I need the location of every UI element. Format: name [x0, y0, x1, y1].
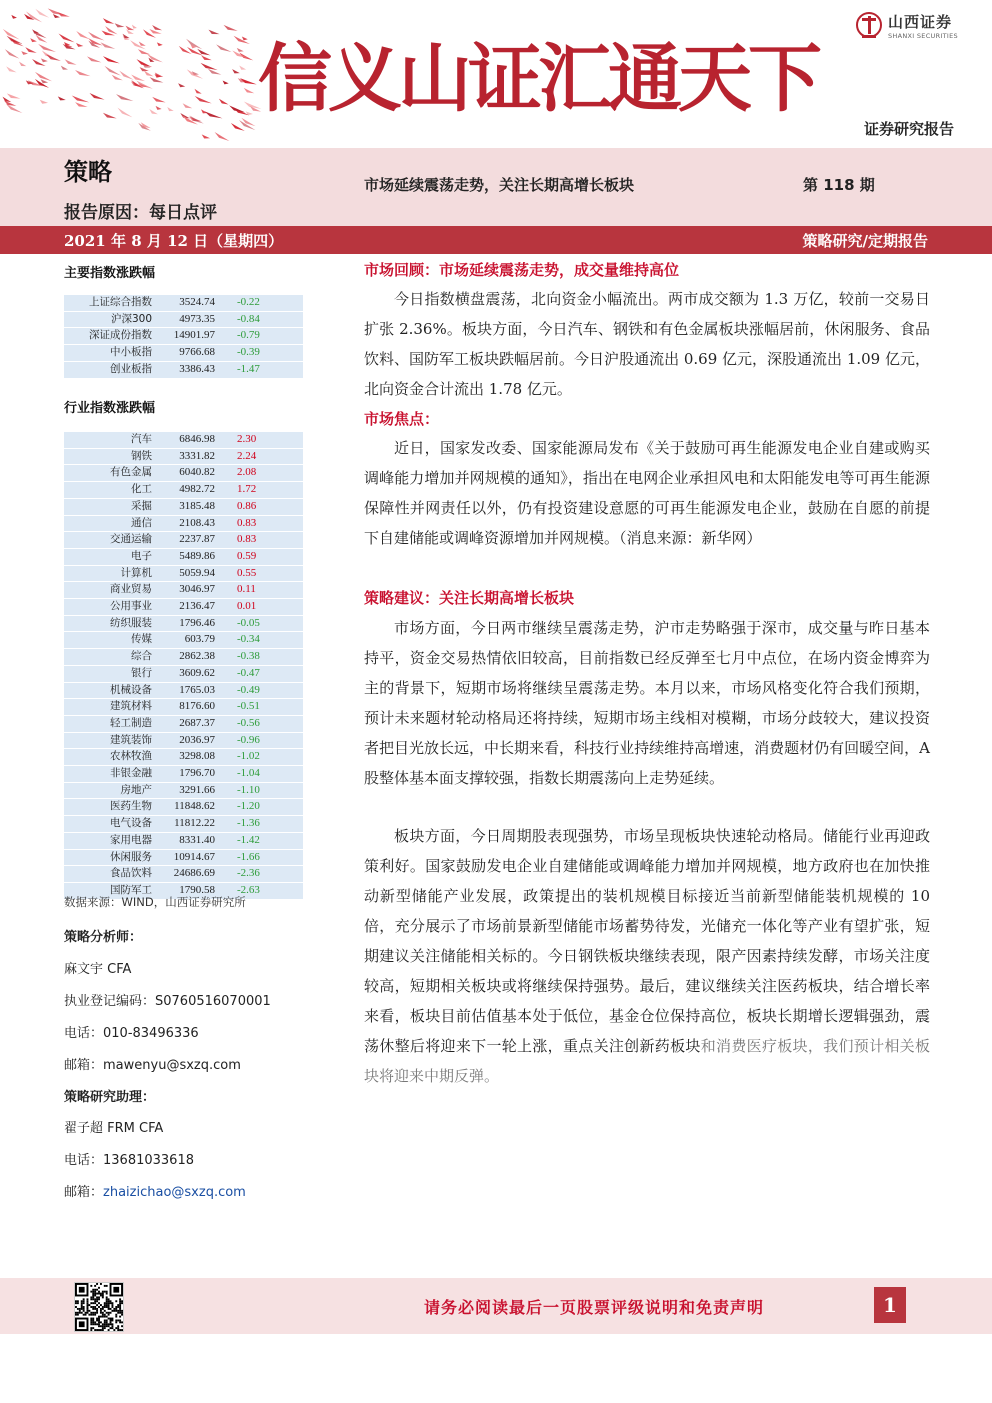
index-name: 深证成份指数: [89, 329, 152, 342]
confetti-shard: [144, 70, 154, 76]
index-value: 6846.98: [179, 433, 215, 445]
analyst-phone: 电话：010-83496336: [64, 1026, 199, 1041]
index-name: 建筑装饰: [110, 733, 152, 746]
qr-code-icon: [74, 1282, 124, 1332]
confetti-shard: [244, 88, 255, 93]
index-name: 非银金融: [110, 767, 152, 780]
main-index-table: [64, 295, 303, 379]
confetti-shard: [87, 56, 101, 62]
index-name: 纺织服装: [110, 616, 152, 629]
confetti-shard: [104, 66, 121, 76]
index-value: 11812.22: [174, 817, 215, 830]
table-row: [64, 782, 303, 799]
strategy-advice-paragraph-2: [364, 821, 930, 1091]
report-type: 证券研究报告: [864, 120, 955, 138]
table-row: [64, 448, 303, 465]
confetti-shard: [100, 42, 115, 49]
confetti-shard: [132, 25, 137, 29]
confetti-shard: [21, 51, 28, 55]
index-name: 公用事业: [110, 600, 152, 613]
table-row: [64, 548, 303, 565]
index-change: 0.55: [237, 566, 257, 579]
index-change: 0.11: [237, 583, 256, 596]
confetti-shard: [202, 134, 210, 138]
index-value: 8176.60: [179, 700, 215, 713]
assistant-email-label: 邮箱：: [64, 1185, 104, 1200]
index-change: -1.20: [237, 800, 260, 813]
confetti-shard: [88, 32, 104, 41]
confetti-shard: [157, 42, 163, 46]
index-change: -0.05: [237, 616, 260, 629]
confetti-shard: [38, 44, 56, 52]
confetti-shard: [116, 94, 133, 101]
index-change: -1.36: [237, 817, 260, 830]
confetti-shard: [48, 8, 67, 15]
table-row: [64, 532, 303, 549]
confetti-shard: [152, 25, 162, 30]
report-date: 2021 年 8 月 12 日（星期四）: [64, 232, 284, 250]
index-name: 农林牧渔: [110, 750, 152, 763]
confetti-shard: [147, 54, 163, 63]
table-row: [64, 361, 303, 378]
confetti-shard: [215, 132, 230, 141]
table-row: [64, 749, 303, 766]
analyst-name: 麻文宇 CFA: [64, 962, 132, 977]
index-change: 0.59: [237, 549, 257, 562]
confetti-shard: [232, 51, 248, 59]
confetti-shard: [6, 66, 16, 72]
table-row: [64, 465, 303, 482]
assistant-heading: 策略研究助理：: [64, 1090, 156, 1105]
index-name: 中小板指: [110, 346, 152, 359]
index-change: -1.47: [237, 362, 260, 375]
index-change: 2.30: [237, 433, 257, 445]
confetti-shard: [167, 107, 173, 111]
index-value: 24686.69: [173, 867, 215, 880]
index-change: 0.83: [237, 516, 257, 529]
confetti-shard: [136, 80, 152, 88]
index-change: -0.56: [237, 716, 260, 729]
confetti-shard: [224, 25, 238, 31]
confetti-shard: [19, 62, 26, 67]
confetti-shard: [103, 113, 117, 119]
index-name: 化工: [131, 483, 152, 496]
index-name: 电气设备: [110, 817, 152, 830]
index-name: 机械设备: [110, 683, 152, 696]
analyst-heading: 策略分析师：: [64, 930, 143, 945]
index-value: 3046.97: [179, 583, 215, 596]
confetti-shard: [72, 95, 90, 102]
index-name: 医药生物: [110, 800, 152, 813]
index-value: 5489.86: [179, 549, 215, 562]
index-change: -1.10: [237, 783, 260, 796]
index-value: 2108.43: [179, 516, 215, 529]
index-name: 建筑材料: [110, 700, 152, 713]
index-value: 1765.03: [179, 683, 215, 696]
table-row: [64, 328, 303, 345]
confetti-shard: [223, 81, 229, 85]
index-value: 14901.97: [173, 329, 215, 342]
confetti-shard: [232, 69, 240, 73]
confetti-shard: [149, 109, 158, 114]
table-row: [64, 649, 303, 666]
index-change: -0.49: [237, 683, 260, 696]
index-value: 11848.62: [174, 800, 215, 813]
brand-name-en: SHANXI SECURITIES: [888, 31, 958, 40]
analyst-email-row: [64, 1054, 241, 1073]
advice-paragraph-2-tail: 和消费医疗板块，我们预计相关板块将迎来中期反弹。: [364, 1037, 930, 1085]
strategy-advice-heading: 策略建议：关注长期高增长板块: [364, 589, 575, 607]
index-change: -0.38: [237, 650, 260, 663]
index-name: 创业板指: [110, 362, 152, 375]
confetti-shard: [11, 15, 17, 19]
data-source-note: 数据来源：WIND，山西证券研究所: [64, 895, 246, 909]
table-row: [64, 345, 303, 362]
table-row: [64, 715, 303, 732]
index-change: -1.02: [237, 750, 260, 763]
table-row: [64, 816, 303, 833]
confetti-shard: [183, 103, 193, 108]
confetti-shard: [195, 96, 212, 103]
confetti-shard: [61, 66, 68, 70]
index-name: 采掘: [131, 499, 152, 512]
index-value: 603.79: [184, 633, 215, 646]
index-value: 4982.72: [179, 483, 215, 496]
confetti-shard: [53, 14, 60, 18]
confetti-shard: [208, 30, 219, 34]
industry-index-table: [64, 432, 303, 900]
table-row: [64, 799, 303, 816]
index-name: 综合: [131, 650, 152, 663]
index-change: -1.66: [237, 850, 260, 863]
index-change: -0.79: [237, 329, 260, 342]
table-row: [64, 699, 303, 716]
table-row: [64, 766, 303, 783]
confetti-shard: [195, 89, 202, 94]
confetti-shard: [103, 18, 114, 24]
confetti-shard: [75, 102, 88, 107]
confetti-shard: [30, 38, 37, 42]
advice-paragraph-2-main: 板块方面，今日周期股表现强势，市场呈现板块快速轮动格局。储能行业再迎政策利好。国家鼓励发电企业自建储能或调峰能力增加并网规模，地方政府也在加快推动新型储能产业发展，政策提出的装机规模目标接近当前新型储能装机规模的 10 倍，充分展示了市场前景新型储能市场蓄势待发，光储充一体化等产业有望扩张，短期建议关注储能相关标的。今日钢铁板块继续表现，限产因素持续发酵，市场关注度较高，短期相关板块或将继续保持强势。最后，建议继续关注医药板块，结合增长率来看，板块目前估值基本处于低位，基金仓位保持高位，板块长期增长逻辑强劲，震荡休整后将迎来下一轮上涨，重点关注创新药板块: [364, 827, 930, 1055]
table-row: [64, 682, 303, 699]
index-change: -0.34: [237, 633, 260, 646]
index-name: 国防军工: [110, 883, 152, 896]
index-value: 3524.74: [179, 296, 215, 308]
confetti-shard: [90, 93, 105, 100]
confetti-shard: [131, 75, 145, 82]
index-value: 3386.43: [179, 362, 215, 375]
confetti-shard: [76, 43, 83, 47]
index-change: 2.08: [237, 466, 257, 479]
index-name: 计算机: [120, 566, 152, 579]
table-row: [64, 582, 303, 599]
index-name: 通信: [131, 516, 152, 529]
index-change: 2.24: [237, 449, 257, 462]
index-name: 上证综合指数: [89, 296, 152, 308]
issue-number: 第 118 期: [803, 176, 875, 194]
index-change: -0.84: [237, 312, 260, 325]
confetti-shard: [234, 36, 250, 44]
table-row: [64, 732, 303, 749]
brand-logo: [856, 10, 976, 40]
confetti-shard: [25, 47, 36, 53]
index-value: 3291.66: [179, 783, 215, 796]
confetti-shard: [237, 48, 244, 52]
table-row: [64, 849, 303, 866]
index-value: 2687.37: [179, 716, 215, 729]
index-value: 6040.82: [179, 466, 215, 479]
confetti-shard: [139, 42, 146, 46]
index-change: -1.42: [237, 833, 260, 846]
index-change: -0.96: [237, 733, 260, 746]
confetti-shard: [178, 83, 185, 87]
table-row: [64, 665, 303, 682]
disclaimer-notice: 请务必阅读最后一页股票评级说明和免责声明: [424, 1298, 765, 1317]
industry-index-heading: 行业指数涨跌幅: [64, 401, 156, 416]
confetti-shard: [152, 97, 165, 102]
market-review-paragraph: 今日指数横盘震荡，北向资金小幅流出。两市成交额为 1.3 万亿，较前一交易日扩张 2.36%。板块方面，今日汽车、钢铁和有色金属板块涨幅居前，休闲服务、食品饮料、国防军工板块跌幅居前。今日沪股通流出 0.69 亿元，深股通流出 1.09 亿元，北向资金合计流出 1.78 亿元。: [364, 290, 930, 398]
analyst-email[interactable]: mawenyu@sxzq.com: [103, 1058, 241, 1073]
confetti-shard: [35, 9, 49, 18]
table-row: [64, 565, 303, 582]
strategy-advice-paragraph-1: 市场方面，今日两市继续呈震荡走势，沪市走势略强于深市，成交量与昨日基本持平，资金交易热情依旧较高，目前指数已经反弹至七月中点位，在场内资金博弈为主的背景下，短期市场将继续呈震荡走势。本月以来，市场风格变化符合我们预期，预计未来题材轮动格局还将持续，短期市场主线相对模糊，市场分歧较大，建议投资者把目光放长远，中长期来看，科技行业持续维持高增速，消费题材仍有回暖空间，A 股整体基本面支撑较强，指数长期震荡向上走势延续。: [364, 619, 930, 787]
confetti-shard: [42, 51, 55, 59]
confetti-shard: [41, 58, 48, 62]
confetti-shard: [7, 93, 21, 98]
slogan: 信义山证汇通天下: [258, 36, 818, 122]
index-value: 3185.48: [179, 499, 215, 512]
report-reason: 报告原因：每日点评: [64, 203, 217, 223]
confetti-shard: [75, 70, 90, 76]
confetti-shard: [208, 69, 221, 75]
index-name: 交通运输: [110, 533, 152, 546]
index-change: 0.86: [237, 499, 257, 512]
analyst-email-label: 邮箱：: [64, 1058, 104, 1073]
confetti-shard: [35, 72, 52, 81]
index-value: 1790.58: [179, 883, 215, 896]
index-change: -1.04: [237, 767, 260, 780]
table-row: [64, 599, 303, 616]
index-value: 2036.97: [179, 733, 215, 746]
analyst-license: 执业登记编码：S0760516070001: [64, 994, 271, 1009]
confetti-shard: [156, 106, 162, 110]
index-change: -0.51: [237, 700, 260, 713]
confetti-shard: [3, 29, 20, 40]
index-value: 10914.67: [173, 850, 215, 863]
index-name: 银行: [131, 666, 152, 679]
index-name: 钢铁: [131, 449, 152, 462]
confetti-shard: [138, 49, 150, 54]
confetti-shard: [216, 44, 231, 52]
confetti-shard: [76, 31, 90, 39]
index-name: 休闲服务: [110, 850, 152, 863]
confetti-shard: [40, 100, 48, 104]
section-name: 策略: [64, 158, 112, 186]
index-value: 2136.47: [179, 600, 215, 613]
confetti-shard: [242, 36, 248, 40]
index-name: 电子: [131, 549, 152, 562]
table-row: [64, 498, 303, 515]
confetti-shard: [58, 96, 66, 100]
report-headline: 市场延续震荡走势，关注长期高增长板块: [364, 176, 635, 194]
index-value: 8331.40: [179, 833, 215, 846]
confetti-shard: [219, 99, 229, 105]
confetti-shard: [119, 71, 133, 80]
confetti-shard: [32, 29, 47, 38]
confetti-shard: [103, 56, 120, 63]
assistant-email[interactable]: zhaizichao@sxzq.com: [103, 1185, 246, 1200]
confetti-shard: [201, 63, 218, 70]
index-value: 2862.38: [179, 650, 215, 663]
confetti-decoration: [2, 8, 261, 141]
index-value: 1796.70: [179, 767, 215, 780]
confetti-shard: [112, 75, 123, 80]
table-row: [64, 632, 303, 649]
index-name: 有色金属: [110, 466, 152, 479]
brand-logo-icon: [856, 12, 882, 38]
report-category: 策略研究/定期报告: [802, 232, 928, 250]
confetti-shard: [115, 23, 125, 27]
index-name: 食品饮料: [110, 867, 152, 880]
index-value: 9766.68: [179, 346, 215, 359]
market-review-heading: 市场回顾：市场延续震荡走势，成交量维持高位: [364, 261, 680, 279]
confetti-shard: [5, 49, 20, 58]
index-name: 轻工制造: [110, 716, 152, 729]
index-value: 1796.46: [179, 616, 215, 629]
index-name: 沪深300: [110, 312, 152, 325]
index-value: 4973.35: [179, 312, 215, 325]
index-name: 商业贸易: [110, 583, 152, 596]
index-name: 房地产: [120, 783, 152, 796]
confetti-shard: [117, 108, 132, 118]
table-row: [64, 515, 303, 532]
index-change: -0.22: [237, 296, 260, 308]
index-change: -2.36: [237, 867, 260, 880]
index-change: -0.47: [237, 666, 260, 679]
table-row: [64, 295, 303, 311]
index-change: -0.39: [237, 346, 260, 359]
index-change: 0.01: [237, 600, 257, 613]
index-value: 3331.82: [179, 449, 215, 462]
index-change: -2.63: [237, 883, 260, 896]
confetti-shard: [2, 97, 11, 103]
table-row: [64, 482, 303, 499]
table-row: [64, 311, 303, 328]
index-change: 1.72: [237, 483, 257, 496]
index-name: 汽车: [131, 433, 152, 445]
confetti-shard: [204, 111, 222, 118]
confetti-shard: [4, 100, 16, 105]
index-value: 3298.08: [179, 750, 215, 763]
index-name: 传媒: [131, 633, 152, 646]
index-change: 0.83: [237, 533, 257, 546]
market-focus-heading: 市场焦点：: [364, 410, 440, 428]
header-banner: [0, 0, 992, 148]
assistant-phone: 电话：13681033618: [64, 1153, 194, 1168]
index-value: 2237.87: [179, 533, 215, 546]
market-focus-paragraph: 近日，国家发改委、国家能源局发布《关于鼓励可再生能源发电企业自建或购买调峰能力增加并网规模的通知》，指出在电网企业承担风电和太阳能发电等可再生能源保障性并网责任以外，仍有投资建设意愿的可再生能源发电企业，鼓励在自愿的前提下自建储能或调峰资源增加并网规模。（消息来源：新华网）: [364, 439, 930, 547]
table-row: [64, 615, 303, 632]
table-row: [64, 432, 303, 448]
assistant-name: 翟子超 FRM CFA: [64, 1121, 164, 1136]
confetti-shard: [239, 65, 246, 69]
confetti-shard: [41, 79, 49, 83]
index-name: 家用电器: [110, 833, 152, 846]
confetti-shard: [143, 29, 156, 38]
table-row: [64, 866, 303, 883]
confetti-shard: [150, 77, 164, 82]
page-number: 1: [874, 1287, 906, 1323]
confetti-shard: [59, 34, 75, 43]
index-value: 3609.62: [179, 666, 215, 679]
table-row: [64, 832, 303, 849]
index-value: 5059.94: [179, 566, 215, 579]
brand-name-cn: 山西证券: [888, 12, 953, 31]
confetti-shard: [65, 59, 77, 65]
confetti-shard: [201, 56, 211, 61]
main-index-heading: 主要指数涨跌幅: [64, 266, 156, 281]
assistant-email-row: [64, 1181, 246, 1200]
